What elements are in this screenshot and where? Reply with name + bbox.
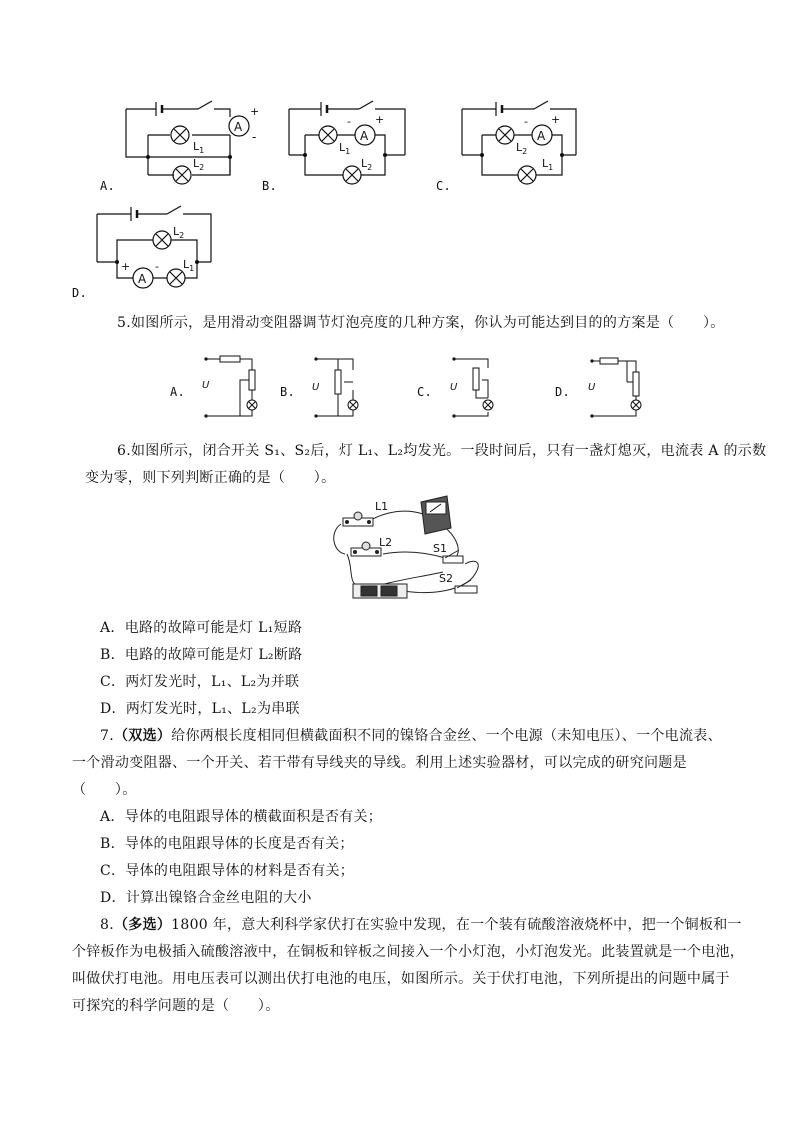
q8-number: 8. [100, 917, 114, 933]
svg-text:L2: $L_2$ [173, 225, 185, 240]
q8-question-line3: 叫做伏打电池。用电压表可以测出伏打电池的电压，如图所示。关于伏打电池，下列所提出的问题中属于 [72, 971, 730, 987]
l2-lamp [351, 542, 381, 556]
q8-question-line2: 个锌板作为电极插入硫酸溶液中，在铜板和锌板之间接入一个小灯泡，小灯泡发光。此装置就是一个电池， [72, 944, 745, 960]
svg-text:U: U [312, 382, 320, 393]
svg-text:L1: $L_1$ [542, 157, 554, 172]
svg-text:+: + [250, 105, 260, 118]
svg-text:L2: $L_2$ [516, 141, 528, 156]
q7-tag: （双选） [113, 728, 172, 744]
svg-text:+: + [375, 113, 385, 126]
svg-text:A: A [138, 272, 147, 286]
q4-circuit-c [458, 95, 588, 195]
q8-tag: （多选） [113, 917, 172, 933]
q5-circuit-b [308, 352, 373, 422]
svg-text:-: - [252, 130, 257, 144]
svg-text:U: U [588, 382, 596, 393]
svg-text:L2: $L_2$ [361, 157, 373, 172]
q8-question-line4: 可探究的科学问题的是（ ）。 [72, 998, 280, 1014]
svg-text:-: - [155, 260, 159, 273]
q4-option-b: B. [262, 179, 278, 193]
ammeter [421, 496, 451, 534]
q7-choice-b: B．导体的电阻跟导体的长度是否有关； [100, 836, 354, 852]
svg-text:L1: $L_1$ [339, 141, 351, 156]
q6-choice-b: B．电路的故障可能是灯 L₂断路 [100, 647, 303, 663]
q6-question-line2: 变为零，则下列判断正确的是（ ）。 [85, 470, 336, 486]
q5-question: 5.如图所示，是用滑动变阻器调节灯泡亮度的几种方案，你认为可能达到目的的方案是（ ）。 [117, 315, 725, 331]
q5-option-c: C. [417, 385, 433, 399]
q4-option-c: C. [436, 179, 452, 193]
svg-text:S1: S1 [433, 542, 447, 555]
svg-text:L1: $L_1$ [193, 140, 205, 155]
svg-text:U: U [202, 380, 210, 391]
q5-circuit-c [444, 352, 509, 422]
q8-line1-text: 1800 年，意大利科学家伏打在实验中发现，在一个装有硫酸溶液烧杯中，把一个铜板和一 [171, 917, 742, 933]
q7-question-line2: 一个滑动变阻器、一个开关、若干带有导线夹的导线。利用上述实验器材，可以完成的研究问题是 [72, 755, 687, 771]
q6-choice-a: A．电路的故障可能是灯 L₁短路 [100, 620, 303, 636]
svg-text:L1: L1 [375, 500, 389, 513]
q4-option-d: D. [72, 286, 88, 300]
q5-option-a: A. [170, 385, 186, 399]
q4-circuit-b [285, 95, 415, 195]
q7-choice-a: A．导体的电阻跟导体的横截面积是否有关； [100, 809, 383, 825]
svg-text:A: A [360, 129, 369, 143]
q7-number: 7. [100, 728, 114, 744]
q7-line1-text: 给你两根长度相同但横截面积不同的镍铬合金丝、一个电源（未知电压）、一个电流表、 [171, 728, 722, 744]
q6-choice-c: C．两灯发光时，L₁、L₂为并联 [100, 674, 300, 690]
q8-question-line1 [100, 915, 742, 935]
q7-question-line1 [100, 726, 722, 746]
q5-circuit-a [200, 352, 265, 422]
battery [353, 584, 407, 598]
q6-choice-d: D．两灯发光时，L₁、L₂为串联 [100, 701, 300, 717]
svg-text:+: + [551, 113, 561, 126]
q7-choice-d: D．计算出镍铬合金丝电阻的大小 [100, 890, 312, 906]
q5-circuit-d [582, 352, 647, 422]
q7-question-line3: （ ）。 [72, 782, 137, 798]
svg-text:L2: $L_2$ [193, 157, 205, 172]
svg-text:-: - [524, 115, 528, 128]
q7-choice-c: C．导体的电阻跟导体的材料是否有关； [100, 863, 355, 879]
switch-s2 [455, 580, 477, 593]
q5-option-d: D. [555, 385, 571, 399]
svg-text:L1: $L_1$ [183, 258, 195, 273]
svg-text:-: - [347, 115, 351, 128]
svg-text:A: A [537, 129, 546, 143]
q4-option-a: A. [100, 179, 116, 193]
svg-text:A: A [234, 120, 243, 134]
l1-lamp [343, 512, 373, 526]
svg-text:L2: L2 [379, 536, 393, 549]
q6-question-line1: 6.如图所示，闭合开关 S₁、S₂后，灯 L₁、L₂均发光。一段时间后，只有一盏灯熄灭，电流表 A 的示数 [117, 443, 767, 459]
q6-circuit-figure [325, 492, 490, 607]
svg-text:S2: S2 [439, 572, 453, 585]
q5-option-b: B. [280, 385, 296, 399]
q4-circuit-d [93, 202, 223, 302]
svg-text:+: + [121, 260, 131, 273]
q4-circuit-a [118, 95, 278, 195]
svg-text:U: U [450, 382, 458, 393]
